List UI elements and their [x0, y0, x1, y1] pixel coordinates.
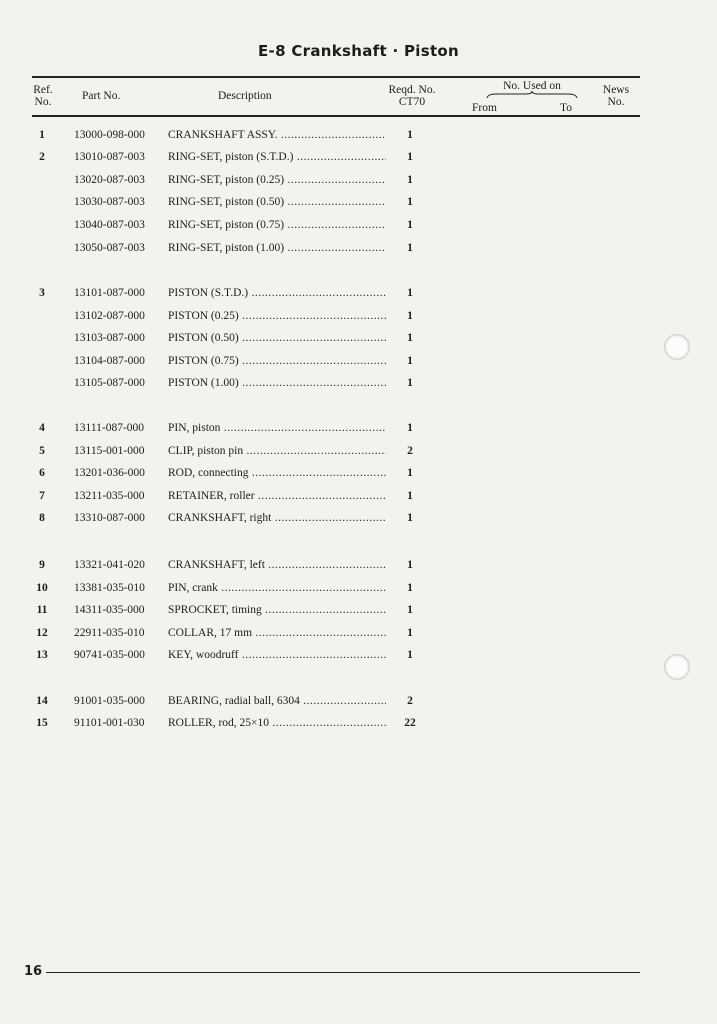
required-quantity: 1	[407, 196, 413, 208]
header-description: Description	[218, 90, 272, 102]
ref-number: 2	[39, 151, 45, 163]
header-news: News No.	[602, 84, 630, 108]
part-number: 13102-087-000	[74, 310, 145, 322]
required-quantity: 1	[407, 604, 413, 616]
required-quantity: 1	[407, 490, 413, 502]
part-number: 13040-087-003	[74, 219, 145, 231]
table-row	[32, 375, 640, 391]
part-description: ROD, connecting .....	[168, 465, 386, 481]
required-quantity: 1	[407, 242, 413, 254]
required-quantity: 1	[407, 627, 413, 639]
part-description: RING-SET, piston (0.50) .....	[168, 194, 386, 210]
header-top-rule	[32, 76, 640, 78]
part-description: CRANKSHAFT, left .....	[168, 557, 386, 573]
table-row	[32, 172, 640, 188]
part-number: 22911-035-010	[74, 627, 145, 639]
required-quantity: 1	[407, 582, 413, 594]
header-to: To	[560, 102, 572, 114]
table-row	[32, 330, 640, 346]
ref-number: 8	[39, 512, 45, 524]
part-description: RING-SET, piston (S.T.D.) .....	[168, 149, 386, 165]
header-from: From	[472, 102, 497, 114]
ref-number: 6	[39, 467, 45, 479]
page-title: E-8 Crankshaft · Piston	[258, 42, 459, 60]
ref-number: 3	[39, 287, 45, 299]
part-number: 14311-035-000	[74, 604, 145, 616]
part-number: 13103-087-000	[74, 332, 145, 344]
header-ref: Ref. No.	[33, 84, 53, 108]
table-row	[32, 488, 640, 504]
table-row	[32, 625, 640, 641]
part-description: CLIP, piston pin .....	[168, 443, 386, 459]
punch-hole-icon	[664, 334, 690, 360]
table-row	[32, 308, 640, 324]
required-quantity: 2	[407, 695, 413, 707]
part-description: PIN, piston .....	[168, 420, 386, 436]
required-quantity: 2	[407, 445, 413, 457]
part-number: 13111-087-000	[74, 422, 145, 434]
table-row	[32, 217, 640, 233]
part-number: 13381-035-010	[74, 582, 145, 594]
brace-icon	[486, 91, 578, 99]
part-description: PISTON (0.75) .....	[168, 353, 386, 369]
required-quantity: 22	[404, 717, 416, 729]
part-number: 13310-087-000	[74, 512, 145, 524]
table-row	[32, 149, 640, 165]
part-number: 13030-087-003	[74, 196, 145, 208]
part-number: 13211-035-000	[74, 490, 145, 502]
ref-number: 1	[39, 129, 45, 141]
part-description: KEY, woodruff .....	[168, 647, 386, 663]
part-number: 91101-001-030	[74, 717, 145, 729]
part-number: 13050-087-003	[74, 242, 145, 254]
part-number: 13105-087-000	[74, 377, 145, 389]
table-row	[32, 420, 640, 436]
part-number: 13115-001-000	[74, 445, 145, 457]
ref-number: 12	[36, 627, 48, 639]
table-row	[32, 580, 640, 596]
table-row	[32, 647, 640, 663]
part-description: PISTON (S.T.D.) .....	[168, 285, 386, 301]
part-description: SPROCKET, timing .....	[168, 602, 386, 618]
part-description: RING-SET, piston (1.00) .....	[168, 240, 386, 256]
header-part-no: Part No.	[82, 90, 121, 102]
part-description: CRANKSHAFT ASSY. .....	[168, 127, 386, 143]
required-quantity: 1	[407, 151, 413, 163]
ref-number: 15	[36, 717, 48, 729]
part-description: BEARING, radial ball, 6304 .....	[168, 693, 386, 709]
part-description: PIN, crank .....	[168, 580, 386, 596]
required-quantity: 1	[407, 559, 413, 571]
part-description: PISTON (0.25) .....	[168, 308, 386, 324]
part-number: 13321-041-020	[74, 559, 145, 571]
table-row	[32, 693, 640, 709]
punch-hole-icon	[664, 654, 690, 680]
ref-number: 4	[39, 422, 45, 434]
table-row	[32, 127, 640, 143]
required-quantity: 1	[407, 422, 413, 434]
part-number: 90741-035-000	[74, 649, 145, 661]
table-header	[32, 80, 640, 114]
table-row	[32, 557, 640, 573]
ref-number: 9	[39, 559, 45, 571]
required-quantity: 1	[407, 287, 413, 299]
ref-number: 5	[39, 445, 45, 457]
required-quantity: 1	[407, 332, 413, 344]
table-row	[32, 240, 640, 256]
table-row	[32, 465, 640, 481]
part-description: RETAINER, roller .....	[168, 488, 386, 504]
part-description: RING-SET, piston (0.75) .....	[168, 217, 386, 233]
table-row	[32, 353, 640, 369]
part-number: 13000-098-000	[74, 129, 145, 141]
required-quantity: 1	[407, 219, 413, 231]
table-row	[32, 194, 640, 210]
table-row	[32, 443, 640, 459]
table-row	[32, 602, 640, 618]
required-quantity: 1	[407, 355, 413, 367]
table-row	[32, 715, 640, 731]
part-number: 13020-087-003	[74, 174, 145, 186]
table-row	[32, 285, 640, 301]
ref-number: 13	[36, 649, 48, 661]
part-description: COLLAR, 17 mm .....	[168, 625, 386, 641]
part-number: 91001-035-000	[74, 695, 145, 707]
required-quantity: 1	[407, 174, 413, 186]
ref-number: 14	[36, 695, 48, 707]
required-quantity: 1	[407, 377, 413, 389]
ref-number: 10	[36, 582, 48, 594]
part-number: 13101-087-000	[74, 287, 145, 299]
part-number: 13104-087-000	[74, 355, 145, 367]
ref-number: 7	[39, 490, 45, 502]
required-quantity: 1	[407, 129, 413, 141]
part-number: 13010-087-003	[74, 151, 145, 163]
part-description: ROLLER, rod, 25×10 .....	[168, 715, 386, 731]
ref-number: 11	[36, 604, 48, 616]
required-quantity: 1	[407, 467, 413, 479]
header-reqd: Reqd. No. CT70	[388, 84, 436, 108]
page-number: 16	[24, 964, 43, 979]
part-description: PISTON (0.50) .....	[168, 330, 386, 346]
part-description: CRANKSHAFT, right .....	[168, 510, 386, 526]
part-description: RING-SET, piston (0.25) .....	[168, 172, 386, 188]
required-quantity: 1	[407, 310, 413, 322]
part-description: PISTON (1.00) .....	[168, 375, 386, 391]
header-bottom-rule	[32, 115, 640, 117]
part-number: 13201-036-000	[74, 467, 145, 479]
required-quantity: 1	[407, 649, 413, 661]
footer-rule	[46, 972, 640, 973]
table-row	[32, 510, 640, 526]
required-quantity: 1	[407, 512, 413, 524]
header-no-used-on: No. Used on	[503, 80, 561, 92]
